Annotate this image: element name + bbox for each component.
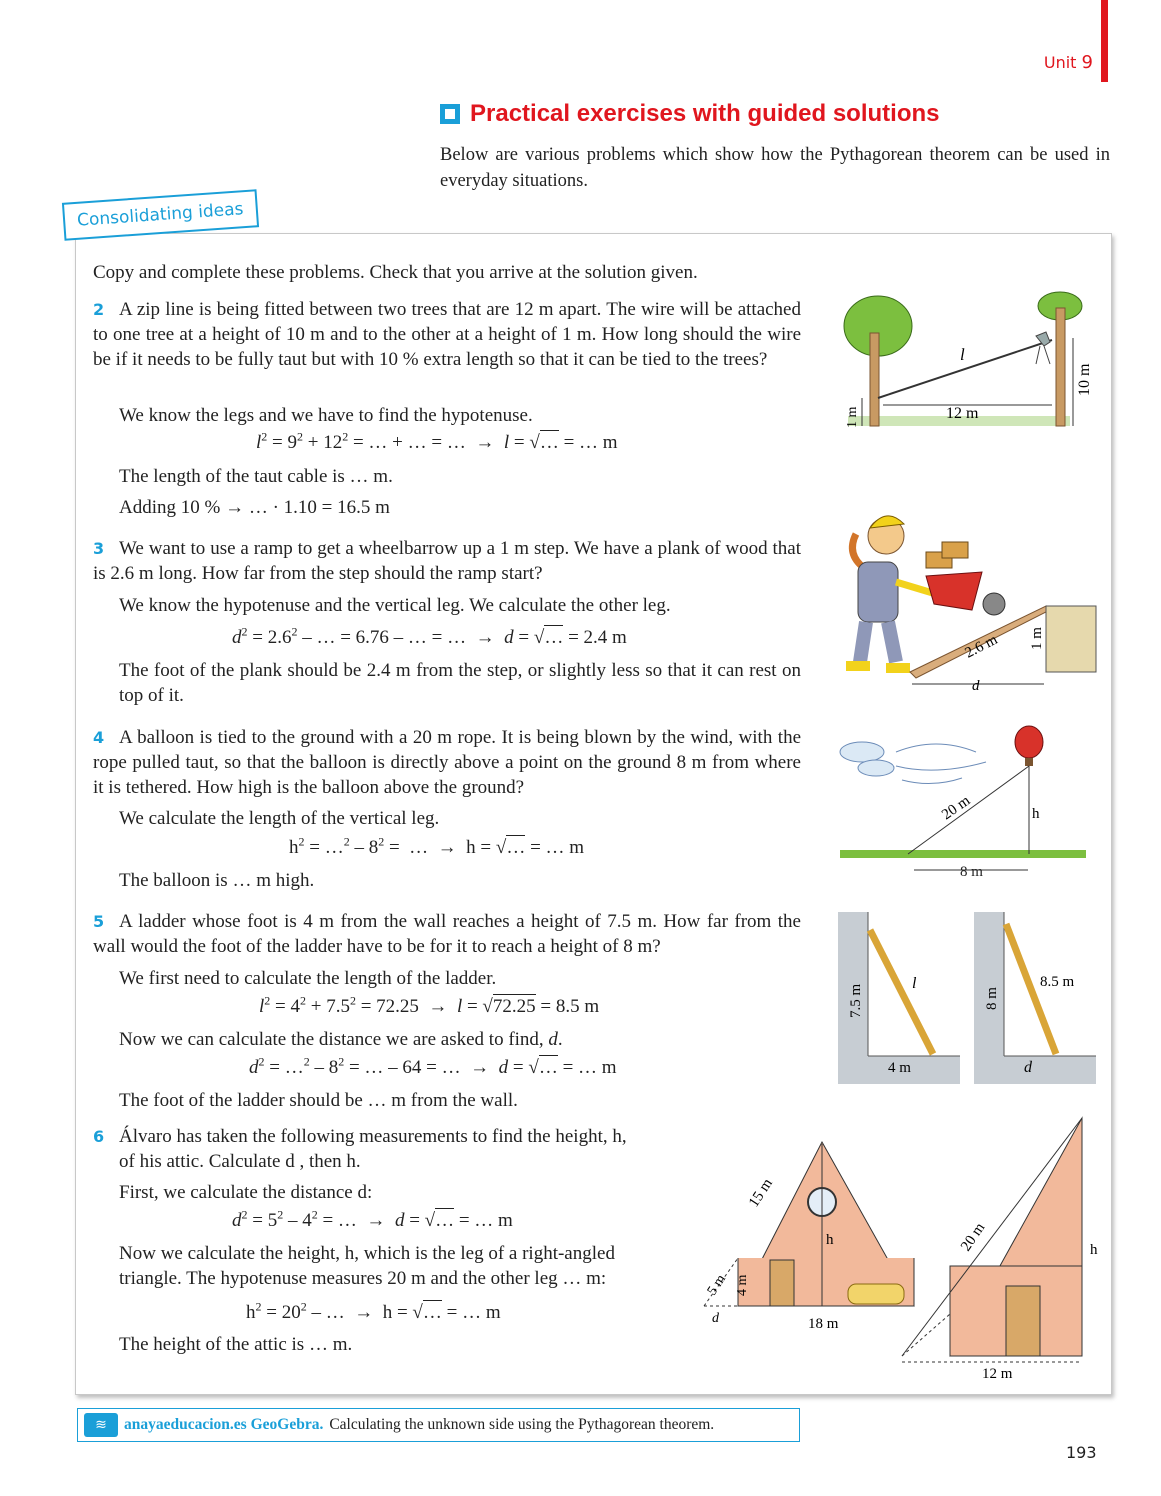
label-h: h xyxy=(1032,806,1040,822)
unit-label: Unit 9 xyxy=(1043,52,1093,73)
label-big-h: h xyxy=(1090,1242,1098,1258)
geogebra-description: Calculating the unknown side using the Pythagorean theorem. xyxy=(329,1416,715,1433)
problem-6-step-2a: Now we calculate the height, h, which is the leg of a right-angled xyxy=(119,1243,615,1264)
section-title: Practical exercises with guided solutions xyxy=(470,100,940,127)
instruction: Copy and complete these problems. Check that you arrive at the solution given. xyxy=(93,262,698,283)
balloon-figure xyxy=(836,722,1092,882)
attic-large xyxy=(902,1118,1098,1382)
problem-5-equation-2: $d^2$ = …$^2$ – $8^2$ = … – 64 = … → d = √… = … m xyxy=(249,1054,617,1078)
label-d: d xyxy=(972,678,980,692)
problem-number: 3 xyxy=(93,539,105,558)
problem-3-statement: We want to use a ramp to get a wheelbarrow up a 1 m step. We have a plank of wood that is 2.6 m long. How far from the step should the ramp start? xyxy=(93,538,801,584)
label-5m: 5 m xyxy=(704,1272,730,1299)
problem-number: 5 xyxy=(93,912,105,931)
label-20m: 20 m xyxy=(958,1220,989,1255)
label-12m: 12 m xyxy=(946,405,979,422)
step xyxy=(1046,606,1096,672)
label-7.5m: 7.5 m xyxy=(848,983,864,1018)
tree-right xyxy=(1038,292,1082,426)
problem-6-equation-2: $h^2 = 20^2$ – … → h = √… = … m xyxy=(246,1299,501,1323)
problem-4-statement: A balloon is tied to the ground with a 20 m rope. It is being blown by the wind, with the rope pulled taut, so that the balloon is directly above a point on the ground 8 m from where it is tethered. How high is the balloon above the ground? xyxy=(93,727,801,798)
label-4m: 4 m xyxy=(888,1060,911,1076)
zip-line-figure xyxy=(838,288,1100,436)
attic-figure xyxy=(690,1110,1104,1388)
wifi-icon: ≋ xyxy=(84,1413,118,1437)
label-8m: 8 m xyxy=(984,987,1000,1010)
problem-5 xyxy=(93,909,801,959)
label-10m: 10 m xyxy=(1076,363,1093,396)
problem-5-result: The foot of the ladder should be … m from the wall. xyxy=(119,1090,518,1111)
label-8.5m: 8.5 m xyxy=(1040,974,1075,990)
problem-3-result: The foot of the plank should be 2.4 m from the step, or slightly less so that it can rest on top of it. xyxy=(119,660,801,706)
label-d: d xyxy=(1024,1059,1032,1076)
label-l: l xyxy=(912,975,917,992)
problem-6-statement-a: Álvaro has taken the following measurements to find the height, h, xyxy=(119,1126,627,1147)
problem-2-result: The length of the taut cable is … m. xyxy=(119,466,393,487)
consolidating-ideas-tab: Consolidating ideas xyxy=(62,189,259,240)
rope xyxy=(908,766,1029,854)
label-l: l xyxy=(960,345,965,364)
problem-number: 2 xyxy=(93,300,105,319)
page-number: 193 xyxy=(1066,1443,1097,1462)
problem-5-step-2: Now we can calculate the distance we are asked to find, d. xyxy=(119,1029,563,1050)
geogebra-link[interactable]: anayaeducacion.es GeoGebra. xyxy=(124,1416,324,1433)
label-2.6m: 2.6 m xyxy=(962,631,1001,662)
pulley-icon xyxy=(1036,332,1050,364)
square-bullet-icon xyxy=(440,104,460,124)
label-15m: 15 m xyxy=(745,1175,776,1211)
worker-illustration xyxy=(846,516,936,668)
ladder-panel-2 xyxy=(974,912,1096,1084)
label-8m: 8 m xyxy=(960,864,983,880)
attic-small xyxy=(704,1142,914,1332)
problem-6-step-2b: triangle. The hypotenuse measures 20 m and the other leg … m: xyxy=(119,1268,607,1289)
label-1m: 1 m xyxy=(1029,627,1045,650)
problem-5-step: We first need to calculate the length of the ladder. xyxy=(119,968,497,989)
label-h: h xyxy=(826,1232,834,1248)
ladder-figure xyxy=(838,912,1098,1086)
problem-6-statement-b: of his attic. Calculate d , then h. xyxy=(119,1151,361,1172)
tree-left xyxy=(844,296,912,426)
problem-5-equation-1: $l^2 = 4^2 + 7.5^2 = 72.25 \to l = √72.25 = 8.5$ m xyxy=(259,993,600,1017)
problem-4 xyxy=(93,725,801,800)
section-intro: Below are various problems which show how the Pythagorean theorem can be used in everyday situations. xyxy=(440,145,1110,191)
problem-3 xyxy=(93,536,801,586)
problem-3-equation: $d^2 = 2.6^2$ – … = 6.76 – … = … → d = √… = 2.4 m xyxy=(232,624,627,648)
label-d: d xyxy=(712,1311,719,1326)
unit-color-bar xyxy=(1101,0,1108,82)
problem-6 xyxy=(93,1124,693,1149)
wheelbarrow-illustration xyxy=(926,542,1005,615)
problem-2 xyxy=(93,297,801,372)
wind-cloud-icon xyxy=(840,742,986,784)
problem-6-result: The height of the attic is … m. xyxy=(119,1334,353,1355)
geogebra-resource[interactable] xyxy=(77,1408,800,1442)
label-20m: 20 m xyxy=(939,792,974,824)
problem-number: 4 xyxy=(93,728,105,747)
problem-2-adding: Adding 10 % → … · 1.10 = 16.5 m xyxy=(119,497,390,518)
ladder-panel-1 xyxy=(838,912,960,1084)
problem-2-statement: A zip line is being fitted between two trees that are 12 m apart. The wire will be attached to one tree at a height of 10 m and to the other at a height of 1 m. How long should the wire be if it needs to be fully taut but with 10 % extra length so that it can be tied to the trees? xyxy=(93,299,801,370)
problem-2-equation: $l^2 = 9^2 + 12^2$ = … + … = … → l = √… = … m xyxy=(256,429,618,453)
problem-4-result: The balloon is … m high. xyxy=(119,870,315,891)
balloon-icon xyxy=(1015,726,1043,766)
problem-6-step: First, we calculate the distance d: xyxy=(119,1182,373,1203)
ground xyxy=(840,850,1086,858)
problem-4-equation: $h^2$ = …$^2$ – $8^2$ = … → h = √… = … m xyxy=(289,834,585,858)
problem-5-statement: A ladder whose foot is 4 m from the wall reaches a height of 7.5 m. How far from the wall would the foot of the ladder have to be for it to reach a height of 8 m? xyxy=(93,911,801,957)
label-1m: 1 m xyxy=(845,406,860,428)
label-4m: 4 m xyxy=(735,1274,750,1296)
label-12m: 12 m xyxy=(982,1366,1013,1382)
problem-number: 6 xyxy=(93,1127,105,1146)
problem-4-step: We calculate the length of the vertical leg. xyxy=(119,808,440,829)
problem-6-equation-1: $d^2 = 5^2 - 4^2$ = … → d = √… = … m xyxy=(232,1207,513,1231)
problem-3-step: We know the hypotenuse and the vertical leg. We calculate the other leg. xyxy=(119,595,671,616)
label-18m: 18 m xyxy=(808,1316,839,1332)
problem-2-step: We know the legs and we have to find the hypotenuse. xyxy=(119,405,533,426)
wire xyxy=(878,340,1052,398)
ramp-figure xyxy=(826,506,1102,692)
section-header xyxy=(440,100,940,128)
